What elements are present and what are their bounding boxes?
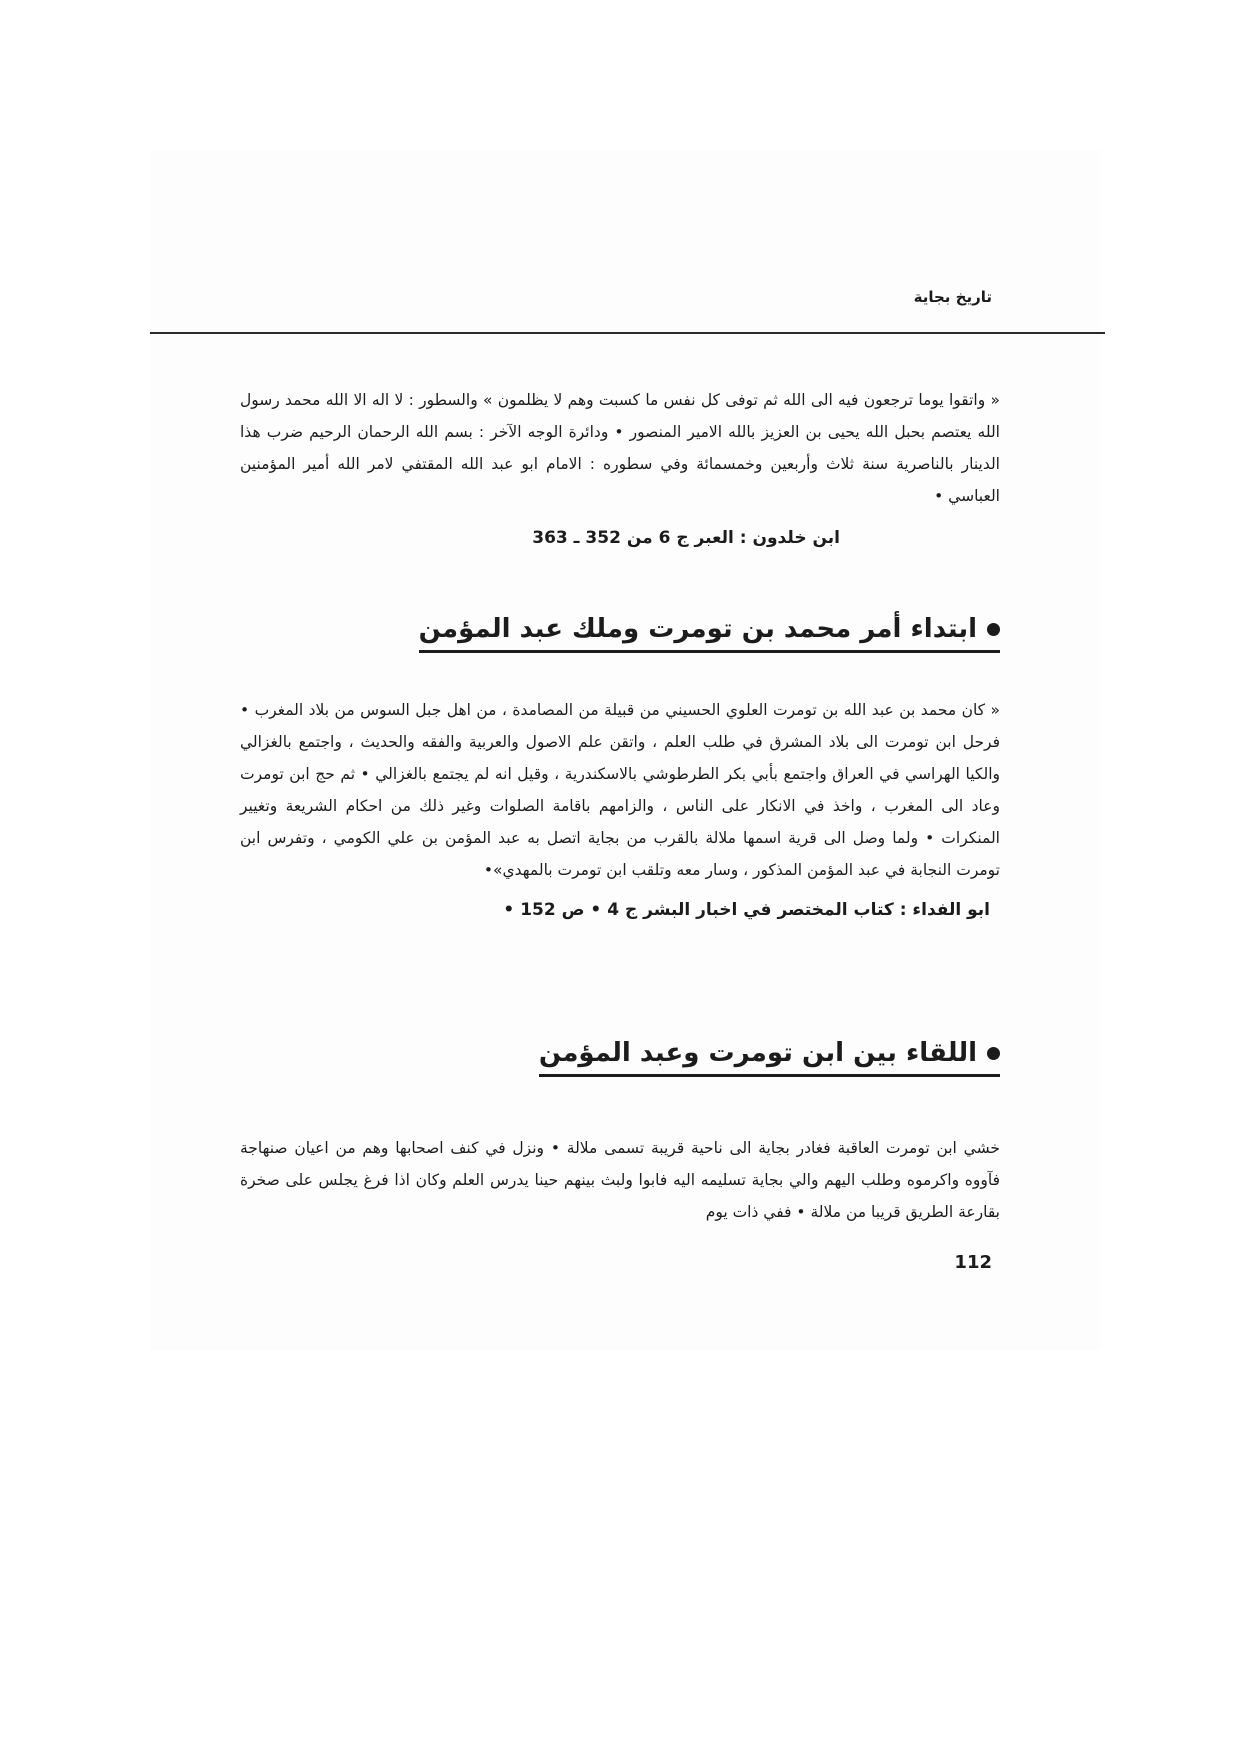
section-heading-2	[539, 1038, 1000, 1077]
quote-block	[240, 384, 1000, 548]
running-header: تاريخ بجاية	[913, 288, 992, 306]
section-1-citation: ابو الفداء : كتاب المختصر في اخبار البشر ج 4 • ص 152 •	[503, 900, 990, 920]
section-heading-2-text: اللقاء بين ابن تومرت وعبد المؤمن	[538, 1038, 977, 1068]
section-1-body	[240, 694, 1000, 920]
section-2-body	[240, 1132, 1000, 1228]
header-rule	[150, 332, 1105, 334]
page-number: 112	[954, 1252, 992, 1273]
section-1-paragraph: « كان محمد بن عبد الله بن تومرت العلوي الحسيني من قبيلة من المصامدة ، من اهل جبل السوس من بلاد المغرب • فرحل ابن تومرت الى بلاد المشرق في طلب العلم ، واتقن علم الاصول والعربية والفقه والحديث ، واجتمع بالغزالي والكيا الهراسي في العراق واجتمع بأبي بكر الطرطوشي بالاسكندرية ، وقيل انه لم يجتمع بالغزالي • ثم حج ابن تومرت وعاد الى المغرب ، واخذ في الانكار على الناس ، والزامهم باقامة الصلوات وغير ذلك من احكام الشريعة وتغيير المنكرات • ولما وصل الى قرية اسمها ملالة بالقرب من بجاية اتصل به عبد المؤمن بن علي الكومي ، وتفرس ابن تومرت النجابة في عبد المؤمن المذكور ، وسار معه وتلقب ابن تومرت بالمهدي»•	[240, 701, 1000, 879]
section-heading-1	[419, 614, 1000, 653]
bullet-icon	[987, 1047, 1000, 1060]
bullet-icon	[987, 623, 1000, 636]
section-heading-1-text: ابتداء أمر محمد بن تومرت وملك عبد المؤمن	[418, 614, 977, 644]
quote-paragraph: « واتقوا يوما ترجعون فيه الى الله ثم توفى كل نفس ما كسبت وهم لا يظلمون » والسطور : لا اله الا الله محمد رسول الله يعتصم بحبل الله يحيى بن العزيز بالله الامير المنصور • ودائرة الوجه الآخر : بسم الله الرحمان الرحيم ضرب هذا الدينار بالناصرية سنة ثلاث وأربعين وخمسمائة وفي سطوره : الامام ابو عبد الله المقتفي لامر الله أمير المؤمنين العباسي •	[240, 391, 1000, 505]
section-2-paragraph: خشي ابن تومرت العاقبة فغادر بجاية الى ناحية قريبة تسمى ملالة • ونزل في كنف اصحابها وهم من اعيان صنهاجة فآووه واكرموه وطلب اليهم والي بجاية تسليمه اليه فابوا ولبث بينهم حينا يدرس العلم وكان اذا فرغ يجلس على صخرة بقارعة الطريق قريبا من ملالة • ففي ذات يوم	[240, 1139, 1000, 1221]
quote-citation: ابن خلدون : العبر ج 6 من 352 ـ 363	[532, 528, 840, 548]
